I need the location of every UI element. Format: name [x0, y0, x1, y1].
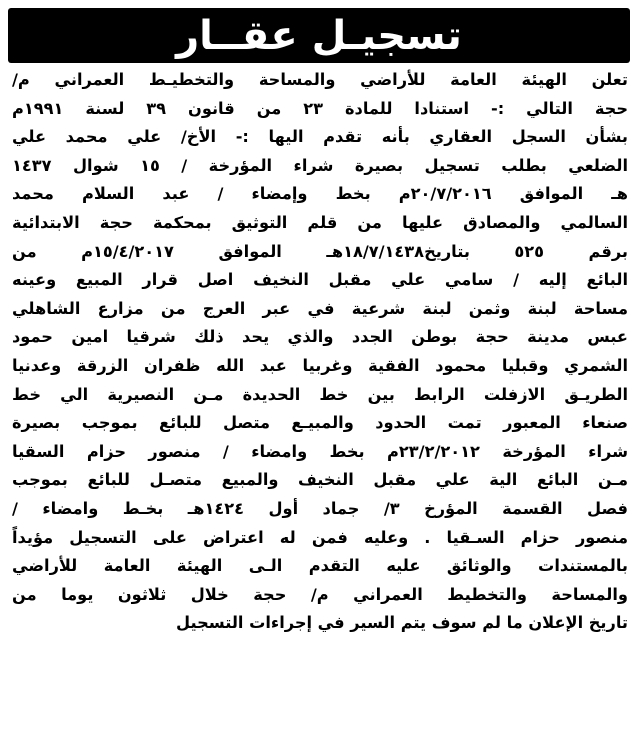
- body-line: تاريخ الإعلان ما لم سوف يتم السير في إجراءات التسجيل: [176, 613, 628, 633]
- notice-title: تسجيـل عقــار: [176, 12, 462, 59]
- body-line: شراء المؤرخة ٢٣/٢/٢٠١٢م بخط وامضاء / منصور حزام السقيا: [12, 441, 628, 461]
- body-line: منصور حزام السـقيا . وعليه فمن له اعتراض على التسجيل مؤيداً: [12, 527, 628, 547]
- notice-body: [12, 66, 628, 638]
- body-line: حجة التالي :- استنادا للمادة ٢٣ من قانون ٣٩ لسنة ١٩٩١م: [12, 98, 628, 118]
- body-line: صنعاء المعبور تمت الحدود والمبيـع متصل للبائع بموجب بصيرة: [12, 413, 628, 433]
- body-line: مـن البائع الية علي مقبل النخيف والمبيع متصـل للبائع بموجب: [12, 470, 628, 490]
- body-line: الشمري وقبليا محمود الفقية وغربيا عبد الله ظفران الزرقة وعدنيا: [12, 355, 628, 375]
- body-line: بالمستندات والوثائق عليه التقدم الـى الهيئة العامة للأراضي: [12, 556, 628, 576]
- body-line: الضلعي بطلب تسجيل بصيرة شراء المؤرخة / ١٥ شوال ١٤٣٧: [12, 155, 628, 175]
- body-line: برقم ٥٢٥ بتاريخ١٨/٧/١٤٣٨هـ الموافق ١٥/٤/٢٠١٧م من: [12, 241, 628, 261]
- title-banner: [8, 8, 630, 63]
- body-line: الطريـق الازفلت الرابط بين خط الحديدة مـن النصيرية الي خط: [12, 384, 628, 404]
- body-line: مساحة لبنة وثمن لبنة شرعية في عبر العرج من مزارع الشاهلي: [12, 298, 628, 318]
- body-line: فصل القسمة المؤرخ ٣/ جماد أول ١٤٢٤هـ بخـط وامضاء /: [12, 498, 628, 518]
- body-line: تعلن الهيئة العامة للأراضي والمساحة والتخطيـط العمراني م/: [12, 70, 628, 89]
- body-line: عبس مدينة حجة بوطن الجدد والذي يحد ذلك شرقيا امين حمود: [12, 327, 628, 347]
- body-line: والمساحة والتخطيط العمراني م/ حجة خلال ثلاثون يوما من: [12, 584, 628, 604]
- body-line: بشأن السجل العقاري بأنه تقدم اليها :- الأخ/ علي محمد علي: [12, 127, 628, 147]
- body-line: هـ الموافق ٢٠/٧/٢٠١٦م بخط وإمضاء / عبد السلام محمد: [12, 184, 628, 204]
- body-line: البائع إليه / سامي علي مقبل النخيف اصل قرار المبيع وعينه: [12, 270, 628, 290]
- body-line: السالمي والمصادق عليها من قلم التوثيق بمحكمة حجة الابتدائية: [12, 212, 628, 232]
